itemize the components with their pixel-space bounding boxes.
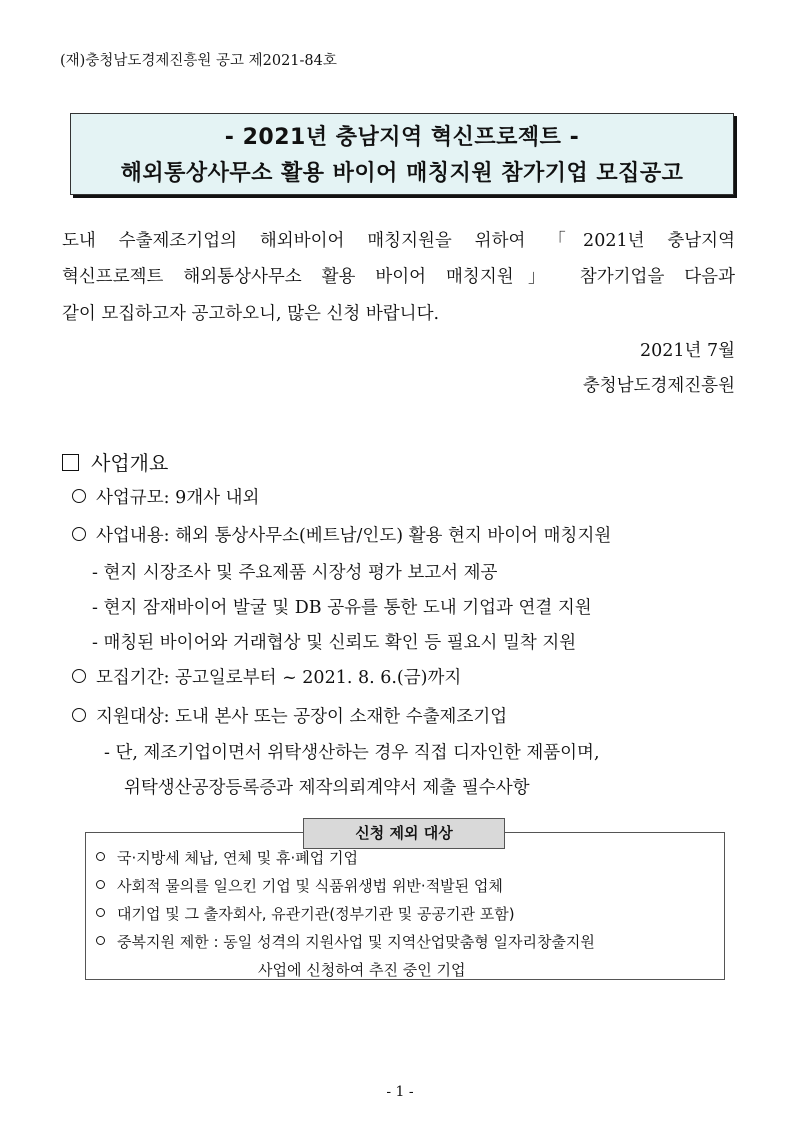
list-item <box>72 664 461 689</box>
exclusion-label: 신청 제외 대상 <box>303 818 505 849</box>
list-item <box>72 522 611 547</box>
notice-number: (재)충청남도경제진흥원 공고 제2021-84호 <box>60 53 337 69</box>
exclusion-item <box>96 903 515 924</box>
circle-bullet-icon <box>72 669 86 683</box>
checkbox-square-icon <box>62 454 79 471</box>
title-line-2: 해외통상사무소 활용 바이어 매칭지원 참가기업 모집공고 <box>120 161 684 186</box>
list-item-text: 모집기간: 공고일로부터 ~ 2021. 8. 6.(금)까지 <box>96 668 462 688</box>
intro-line-1: 도내 수출제조기업의 해외바이어 매칭지원을 위하여 「2021년 충남지역 <box>62 231 735 251</box>
intro-line-2: 혁신프로젝트 해외통상사무소 활용 바이어 매칭지원」 참가기업을 다음과 <box>62 267 735 287</box>
exclusion-item-text: 중복지원 제한 : 동일 성격의 지원사업 및 지역산업맞춤형 일자리창출지원 <box>117 933 595 951</box>
exclusion-item-text: 국·지방세 체납, 연체 및 휴·폐업 기업 <box>117 849 359 867</box>
list-item-text: 사업내용: 해외 통상사무소(베트남/인도) 활용 현지 바이어 매칭지원 <box>96 526 612 546</box>
exclusion-item-continuation: 사업에 신청하여 추진 중인 기업 <box>258 961 466 979</box>
exclusion-item <box>96 847 358 868</box>
circle-bullet-icon <box>96 852 105 861</box>
intro-line-3: 같이 모집하고자 공고하오니, 많은 신청 바랍니다. <box>62 304 440 324</box>
exclusion-item-text: 사회적 물의를 일으킨 기업 및 식품위생법 위반·적발된 업체 <box>117 877 503 895</box>
circle-bullet-icon <box>72 489 86 503</box>
circle-bullet-icon <box>96 936 105 945</box>
exclusion-item <box>96 875 503 896</box>
section-heading-text: 사업개요 <box>91 451 169 475</box>
circle-bullet-icon <box>72 708 86 722</box>
exclusion-item <box>96 931 595 952</box>
list-subitem: - 현지 시장조사 및 주요제품 시장성 평가 보고서 제공 <box>92 563 498 583</box>
organization-name: 충청남도경제진흥원 <box>582 376 735 396</box>
circle-bullet-icon <box>72 527 86 541</box>
list-subitem: - 단, 제조기업이면서 위탁생산하는 경우 직접 디자인한 제품이며, <box>104 743 600 763</box>
title-box <box>70 113 734 195</box>
list-item <box>72 703 507 728</box>
list-item-text: 지원대상: 도내 본사 또는 공장이 소재한 수출제조기업 <box>96 707 508 727</box>
list-item <box>72 484 259 509</box>
exclusion-item-text: 대기업 및 그 출자회사, 유관기관(정부기관 및 공공기관 포함) <box>117 905 515 923</box>
announcement-date: 2021년 7월 <box>639 341 735 361</box>
circle-bullet-icon <box>96 880 105 889</box>
list-subitem: - 매칭된 바이어와 거래협상 및 신뢰도 확인 등 필요시 밀착 지원 <box>92 633 577 653</box>
circle-bullet-icon <box>96 908 105 917</box>
list-subitem-continuation: 위탁생산공장등록증과 제작의뢰계약서 제출 필수사항 <box>124 778 530 798</box>
section-heading <box>62 447 168 476</box>
page-number: - 1 - <box>386 1084 414 1100</box>
list-subitem: - 현지 잠재바이어 발굴 및 DB 공유를 통한 도내 기업과 연결 지원 <box>92 598 592 618</box>
list-item-text: 사업규모: 9개사 내외 <box>96 488 260 508</box>
title-line-1: - 2021년 충남지역 혁신프로젝트 - <box>224 125 580 150</box>
